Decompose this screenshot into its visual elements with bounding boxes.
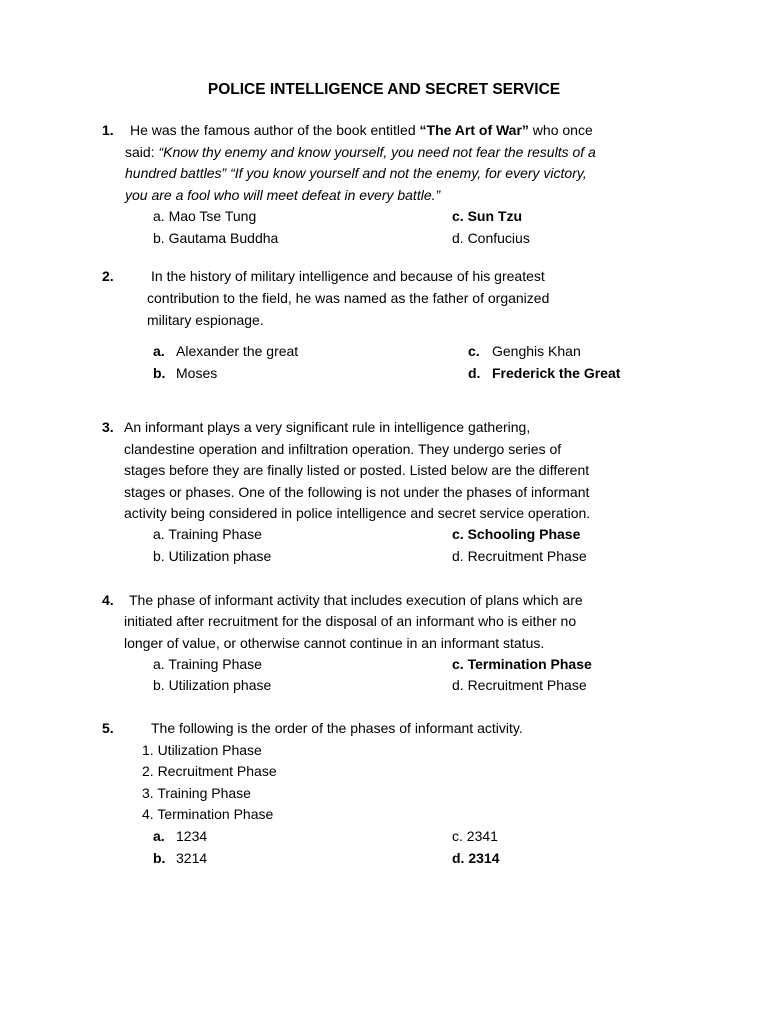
choice-a-letter: a.: [153, 343, 165, 359]
choice-c-answer: c. Sun Tzu: [452, 208, 522, 224]
question-text-line: longer of value, or otherwise cannot continue in an informant status.: [124, 635, 545, 651]
question-number: 1.: [102, 122, 114, 138]
choice-b: Moses: [176, 365, 218, 381]
choice-a: a. Training Phase: [153, 526, 262, 542]
question-text-line: stages before they are finally listed or posted. Listed below are the different: [124, 462, 590, 478]
question-text-line: contribution to the field, he was named as the father of organized: [147, 290, 550, 306]
question-text-line: An informant plays a very significant rule in intelligence gathering,: [124, 419, 531, 435]
question-text-line: [130, 121, 593, 139]
text: He was the famous author of the book entitled: [130, 122, 420, 138]
text: said:: [125, 144, 159, 160]
choice-b-letter: b.: [153, 850, 166, 866]
quote-text: “Know thy enemy and know yourself, you need not fear the results of a: [158, 144, 596, 160]
choice-b: b. Gautama Buddha: [153, 230, 279, 246]
choice-b-letter: b.: [153, 365, 166, 381]
choice-c-answer: c. Schooling Phase: [452, 526, 581, 542]
question-text-line: clandestine operation and infiltration operation. They undergo series of: [124, 441, 562, 457]
choice-a: a. Training Phase: [153, 656, 262, 672]
question-text-line: military espionage.: [147, 312, 264, 328]
quote-text: hundred battles” “If you know yourself and not the enemy, for every victory,: [125, 165, 587, 181]
question-text-line: stages or phases. One of the following is not under the phases of informant: [124, 484, 590, 500]
list-item: 1. Utilization Phase: [142, 742, 262, 758]
question-text-line: [125, 143, 596, 161]
question-text-line: [125, 186, 440, 204]
choice-d: d. Recruitment Phase: [452, 548, 587, 564]
question-number: 4.: [102, 592, 114, 608]
quote-text: you are a fool who will meet defeat in every battle.”: [125, 187, 441, 203]
question-text-line: In the history of military intelligence and because of his greatest: [151, 268, 545, 284]
choice-a: 1234: [176, 828, 208, 844]
choice-b: b. Utilization phase: [153, 677, 272, 693]
question-text-line: initiated after recruitment for the disposal of an informant who is either no: [124, 613, 577, 629]
choice-d-answer: Frederick the Great: [492, 365, 621, 381]
book-title: “The Art of War”: [419, 122, 529, 138]
choice-c: c. 2341: [452, 828, 498, 844]
choice-b: 3214: [176, 850, 208, 866]
question-number: 5.: [102, 720, 114, 736]
choice-c-letter: c.: [468, 343, 480, 359]
choice-c: Genghis Khan: [492, 343, 581, 359]
question-text-line: activity being considered in police intelligence and secret service operation.: [124, 505, 591, 521]
list-item: 4. Termination Phase: [142, 806, 274, 822]
choice-a: a. Mao Tse Tung: [153, 208, 257, 224]
list-item: 2. Recruitment Phase: [142, 763, 277, 779]
question-number: 3.: [102, 419, 114, 435]
choice-d-letter: d.: [468, 365, 481, 381]
choice-c-answer: c. Termination Phase: [452, 656, 592, 672]
question-text-line: [125, 164, 587, 182]
question-text-line: The phase of informant activity that includes execution of plans which are: [129, 592, 583, 608]
list-item: 3. Training Phase: [142, 785, 251, 801]
choice-b: b. Utilization phase: [153, 548, 272, 564]
text: who once: [528, 122, 593, 138]
choice-a-letter: a.: [153, 828, 165, 844]
choice-d-answer: d. 2314: [452, 850, 500, 866]
question-text-line: The following is the order of the phases of informant activity.: [151, 720, 523, 736]
page-title: POLICE INTELLIGENCE AND SECRET SERVICE: [207, 81, 561, 98]
choice-d: d. Recruitment Phase: [452, 677, 587, 693]
choice-d: d. Confucius: [452, 230, 530, 246]
choice-a: Alexander the great: [176, 343, 299, 359]
question-number: 2.: [102, 268, 114, 284]
